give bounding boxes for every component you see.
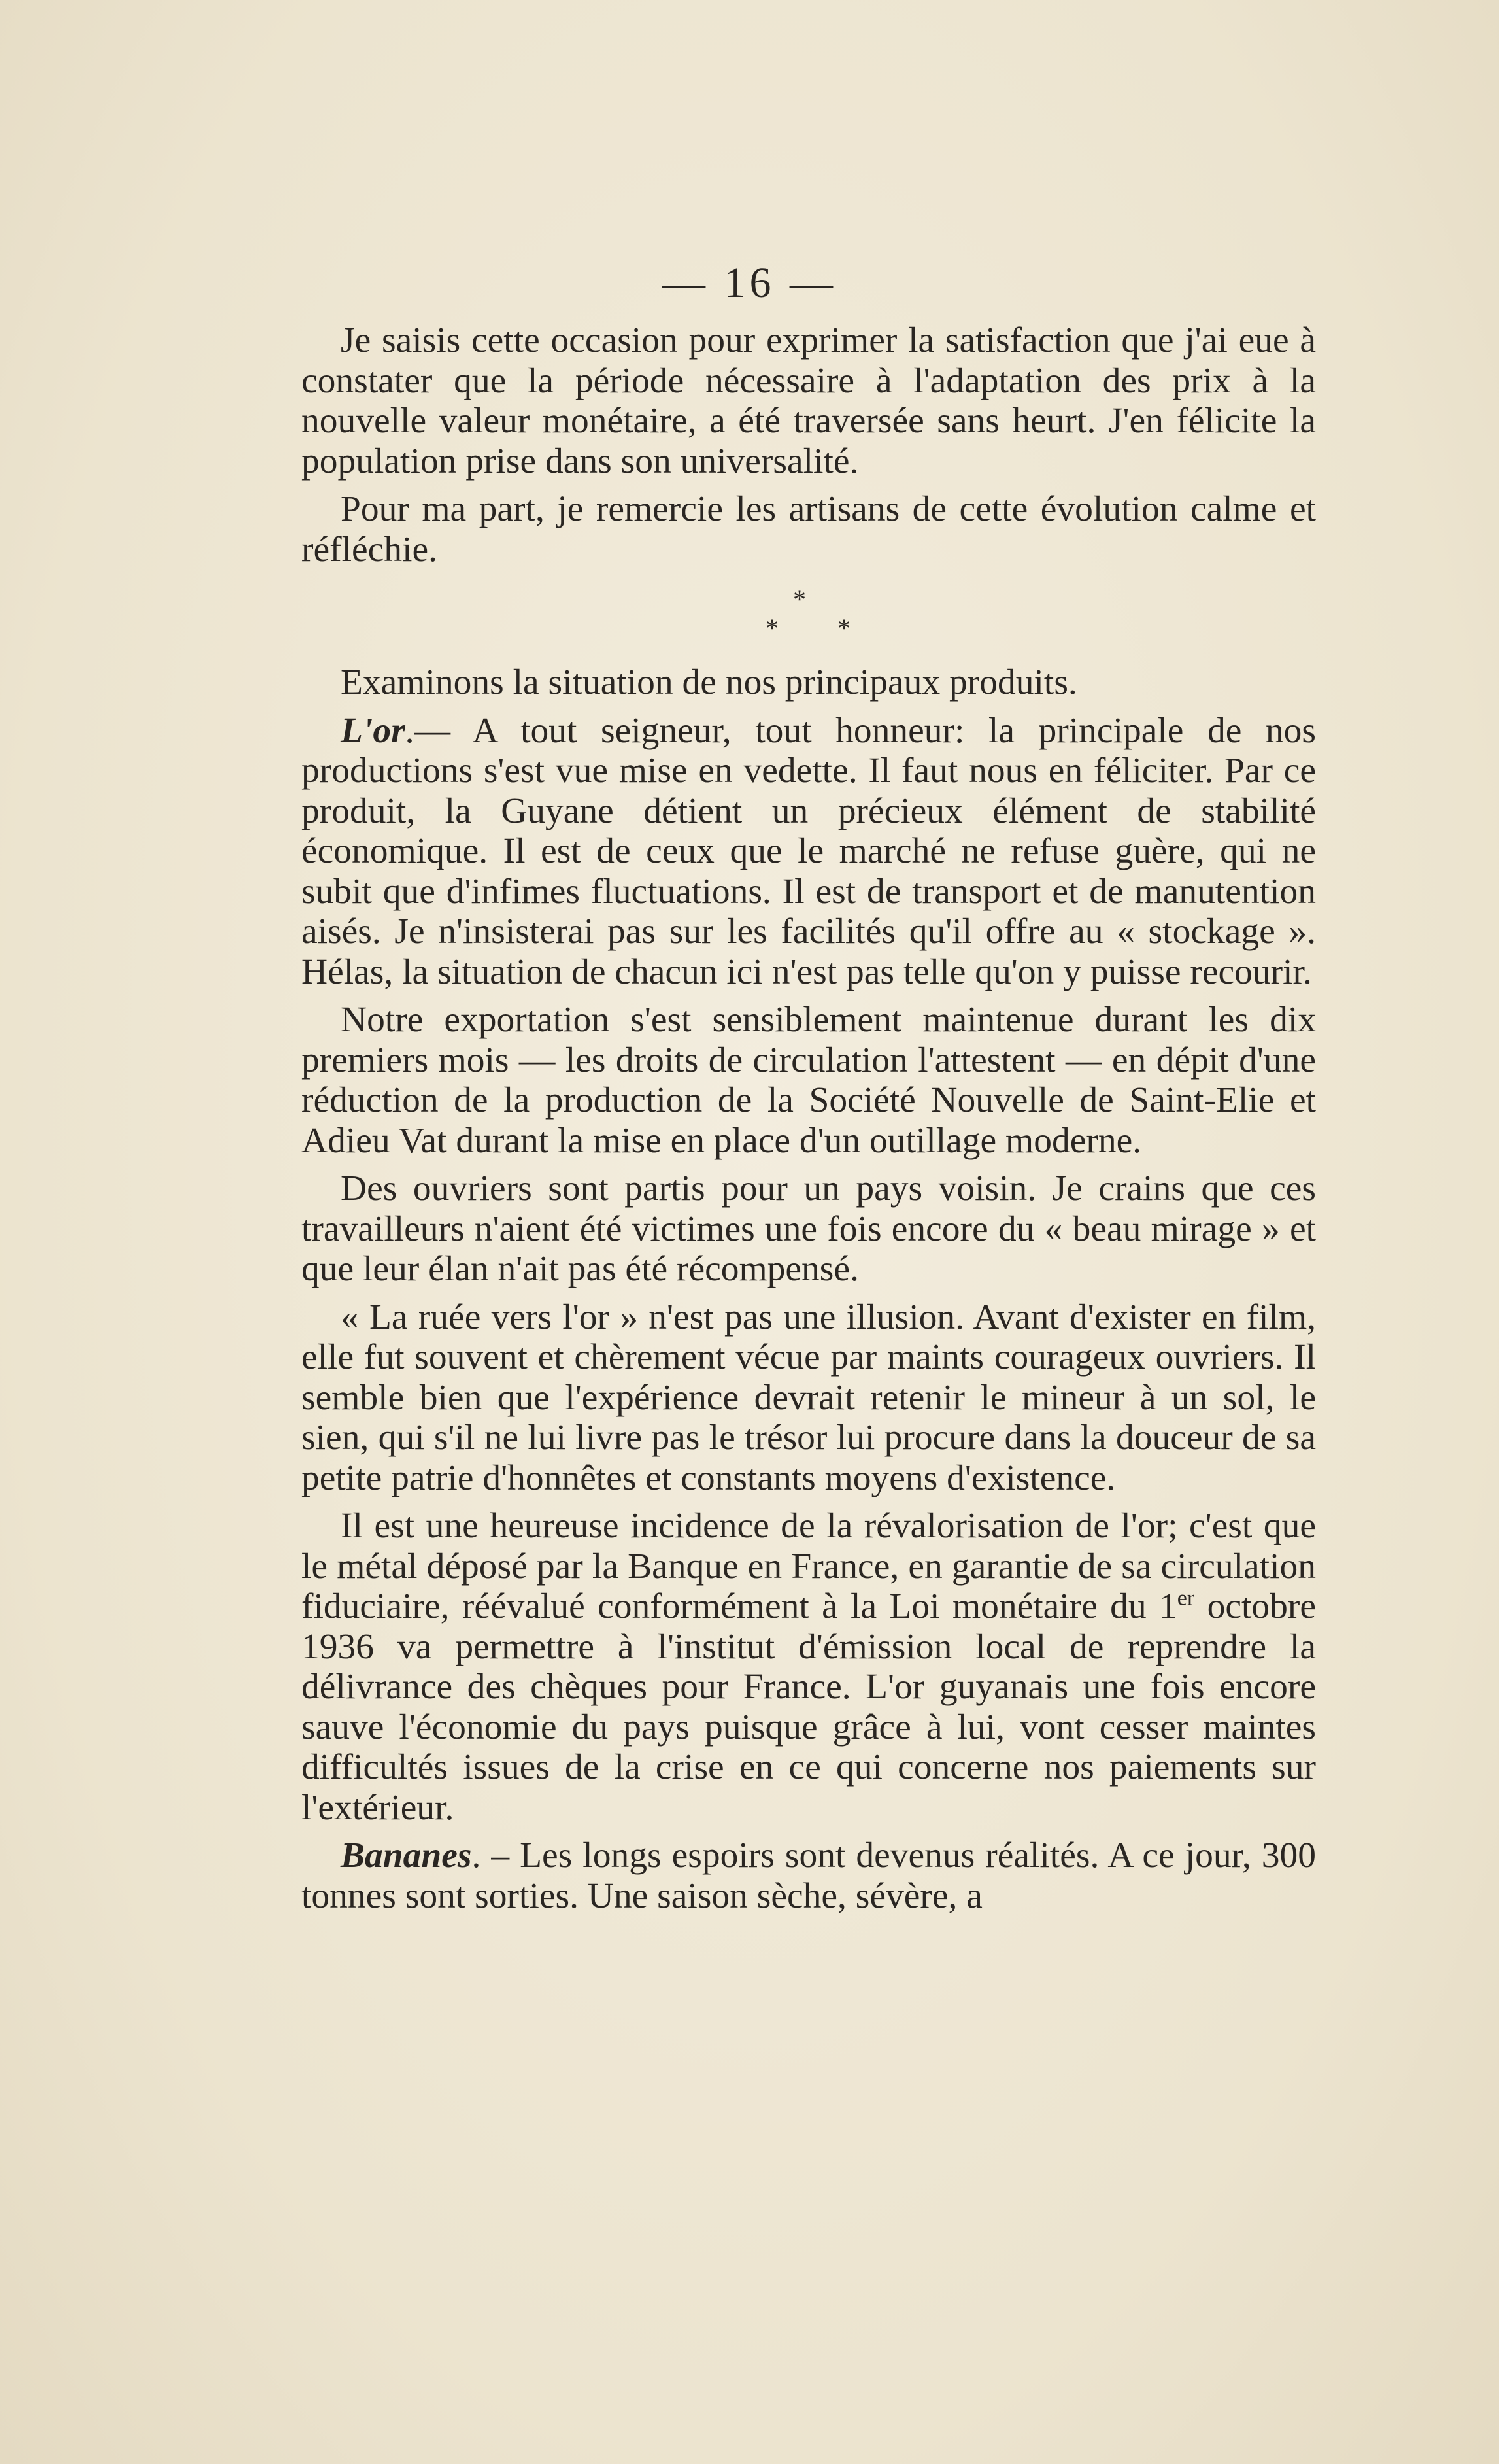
- paragraph-revaluation-text-a: Il est une heureuse incidence de la révalorisation de l'or; c'est que le métal déposé par la Banque en France, en garantie de sa circulation fiduciaire, réévalué conformément à la Loi monétaire du 1: [301, 1506, 1316, 1626]
- section-lead-bananas: Bananes: [341, 1836, 472, 1875]
- body-text: [301, 320, 1316, 1924]
- paragraph-gold-rush: « La ruée vers l'or » n'est pas une illusion. Avant d'exister en film, elle fut souvent et chèrement vécue par maints courageux ouvriers. Il semble bien que l'expérience devrait retenir le mineur à un sol, le sien, qui s'il ne lui livre pas le trésor lui procure dans la douceur de sa petite patrie d'honnêtes et constants moyens d'existence.: [301, 1297, 1316, 1498]
- asterisk-icon: *: [793, 585, 806, 614]
- paragraph-gold-text: .— A tout seigneur, tout honneur: la principale de nos productions s'est vue mise en vedette. Il faut nous en féliciter. Par ce produit, la Guyane détient un précieux élément de stabilité économique. Il est de ceux que le marché ne refuse guère, qui ne subit que d'infimes fluctuations. Il est de transport et de manutention aisés. Je n'insisterai pas sur les facilités qu'il offre au « stockage ». Hélas, la situation de chacun ici n'est pas telle qu'on y puisse recourir.: [301, 710, 1316, 992]
- paragraph-revaluation-text-b: octobre 1936 va permettre à l'institut d'émission local de reprendre la délivrance des chèques pour France. L'or guyanais une fois encore sauve l'économie du pays puisque grâce à lui, vont cesser maintes difficultés issues de la crise en ce qui concerne nos paiements sur l'extérieur.: [301, 1586, 1316, 1828]
- paragraph-thanks: Pour ma part, je remercie les artisans de cette évolution calme et réfléchie.: [301, 489, 1316, 570]
- ordinal-superscript: er: [1177, 1586, 1195, 1611]
- paragraph-bananas-text: . – Les longs espoirs sont devenus réalités. A ce jour, 300 tonnes sont sorties. Une saison sèche, sévère, a: [301, 1836, 1316, 1916]
- paragraph-export: Notre exportation s'est sensiblement maintenue durant les dix premiers mois — les droits de circulation l'attestent — en dépit d'une réduction de la production de la Société Nouvelle de Saint-Elie et Adieu Vat durant la mise en place d'un outillage moderne.: [301, 1000, 1316, 1161]
- paragraph-revaluation: [301, 1506, 1316, 1828]
- page-number: — 16 —: [662, 259, 837, 307]
- section-asterism: [301, 577, 1316, 656]
- paragraph-satisfaction: Je saisis cette occasion pour exprimer la satisfaction que j'ai eue à constater que la période nécessaire à l'adaptation des prix à la nouvelle valeur monétaire, a été traversée sans heurt. J'en félicite la population prise dans son universalité.: [301, 320, 1316, 481]
- asterisk-icon: *: [837, 613, 851, 643]
- paragraph-products-intro: Examinons la situation de nos principaux produits.: [341, 662, 1077, 702]
- paragraph-gold: [301, 711, 1316, 993]
- asterisk-icon: *: [766, 613, 779, 643]
- section-lead-gold: L'or: [341, 710, 405, 751]
- paragraph-bananas: [301, 1836, 1316, 1916]
- paragraph-workers: Des ouvriers sont partis pour un pays voisin. Je crains que ces travailleurs n'aient été victimes une fois encore du « beau mirage » et que leur élan n'ait pas été récompensé.: [301, 1169, 1316, 1289]
